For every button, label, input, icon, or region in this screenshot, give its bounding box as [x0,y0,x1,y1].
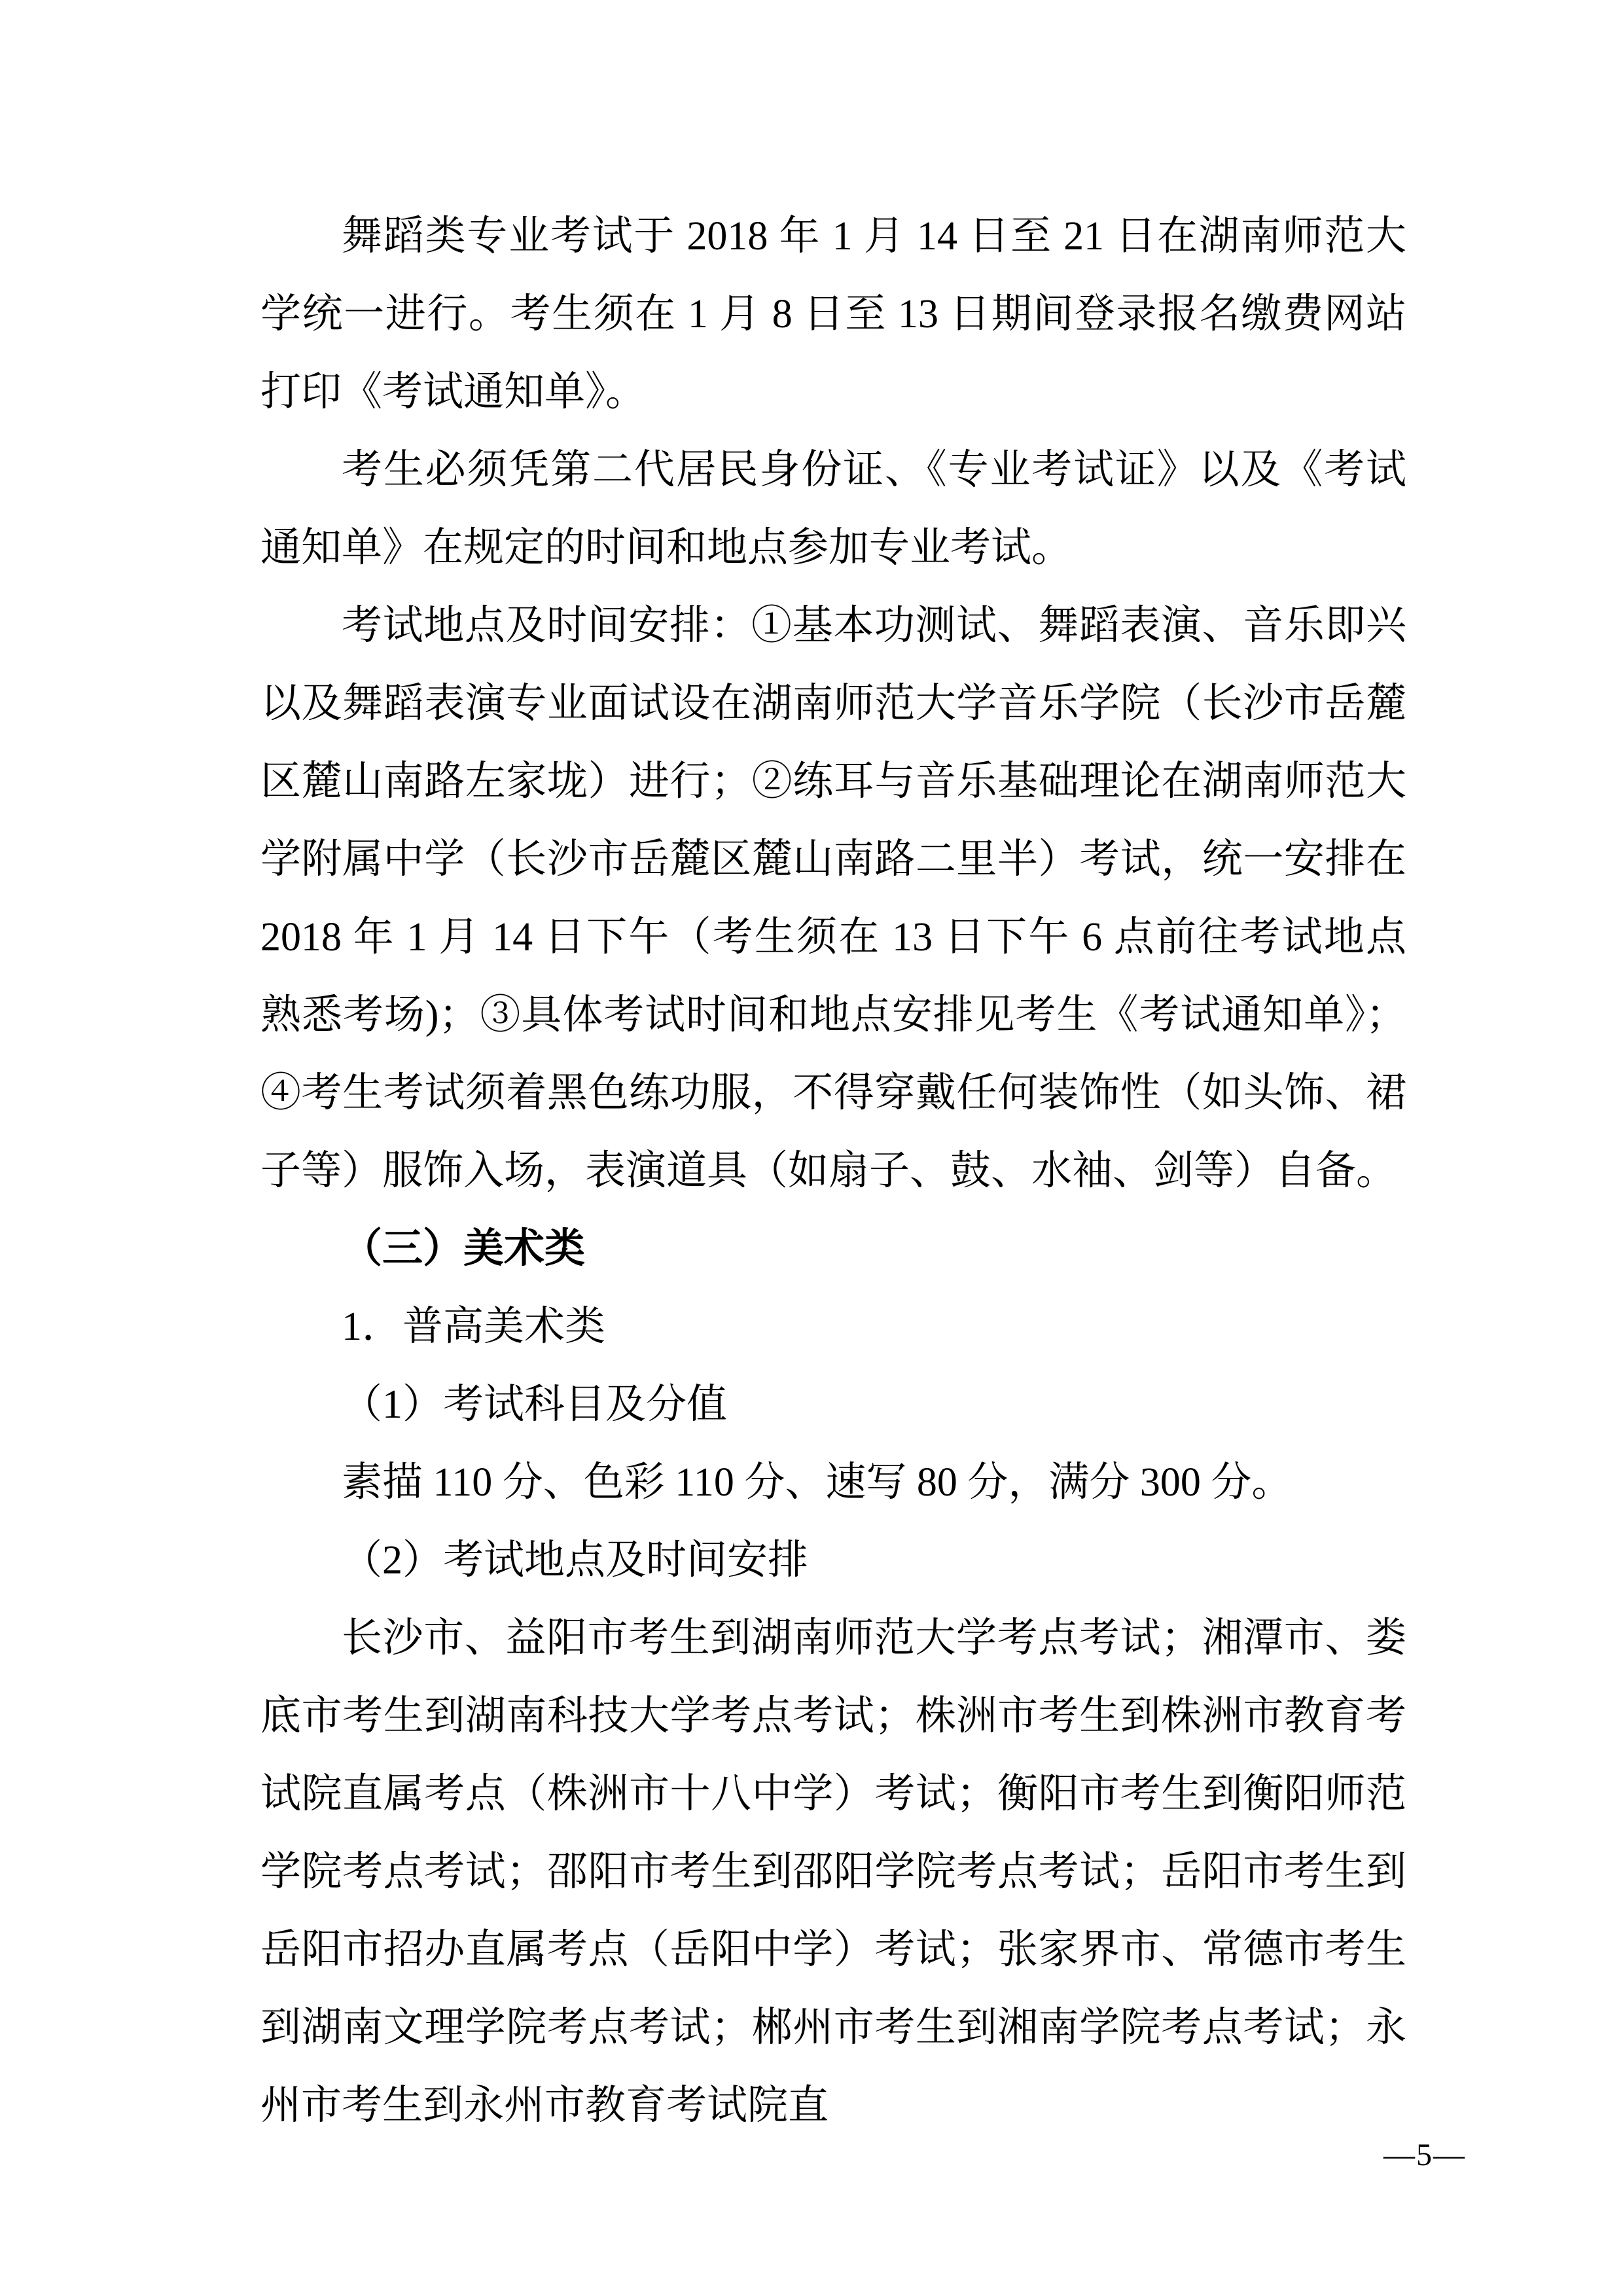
section-heading-fine-arts: （三）美术类 [342,1227,586,1271]
paragraph-exam-locations-and-times: 考试地点及时间安排：①基本功测试、舞蹈表演、音乐即兴以及舞蹈表演专业面试设在湖南师范大学音乐学院（长沙市岳麓区麓山南路左家垅）进行；②练耳与音乐基础理论在湖南师范大学附属中学（长沙市岳麓区麓山南路二里半）考试，统一安排在 2018 年 1 月 14 日下午（考生须在 13 日下午 6 点前往考试地点熟悉考场)；③具体考试时间和地点安排见考生《考试通知单》；④考生考试须着黑色练功服，不得穿戴任何装饰性（如头饰、裙子等）服饰入场，表演道具（如扇子、鼓、水袖、剑等）自备。 [260,603,1406,1193]
paragraph-required-documents: 考生必须凭第二代居民身份证、《专业考试证》以及《考试通知单》在规定的时间和地点参加专业考试。 [260,448,1406,570]
paragraph-score-breakdown: 素描 110 分、色彩 110 分、速写 80 分，满分 300 分。 [342,1460,1293,1505]
page-number: —5— [1383,2138,1466,2172]
subsection-title-general-fine-arts: 1．普高美术类 [342,1304,606,1349]
paragraph-city-exam-sites: 长沙市、益阳市考生到湖南师范大学考点考试；湘潭市、娄底市考生到湖南科技大学考点考试；株洲市考生到株洲市教育考试院直属考点（株洲市十八中学）考试；衡阳市考生到衡阳师范学院考点考试；邵阳市考生到邵阳学院考点考试；岳阳市考生到岳阳市招办直属考点（岳阳中学）考试；张家界市、常德市考生到湖南文理学院考点考试；郴州市考生到湘南学院考点考试；永州市考生到永州市教育考试院直 [260,1616,1406,2128]
item-title-location-and-time: （2）考试地点及时间安排 [342,1538,809,1583]
item-title-subjects-and-scores: （1）考试科目及分值 [342,1382,728,1427]
document-body [260,198,1406,2145]
paragraph-dance-exam-schedule: 舞蹈类专业考试于 2018 年 1 月 14 日至 21 日在湖南师范大学统一进行。考生须在 1 月 8 日至 13 日期间登录报名缴费网站打印《考试通知单》。 [260,214,1406,414]
